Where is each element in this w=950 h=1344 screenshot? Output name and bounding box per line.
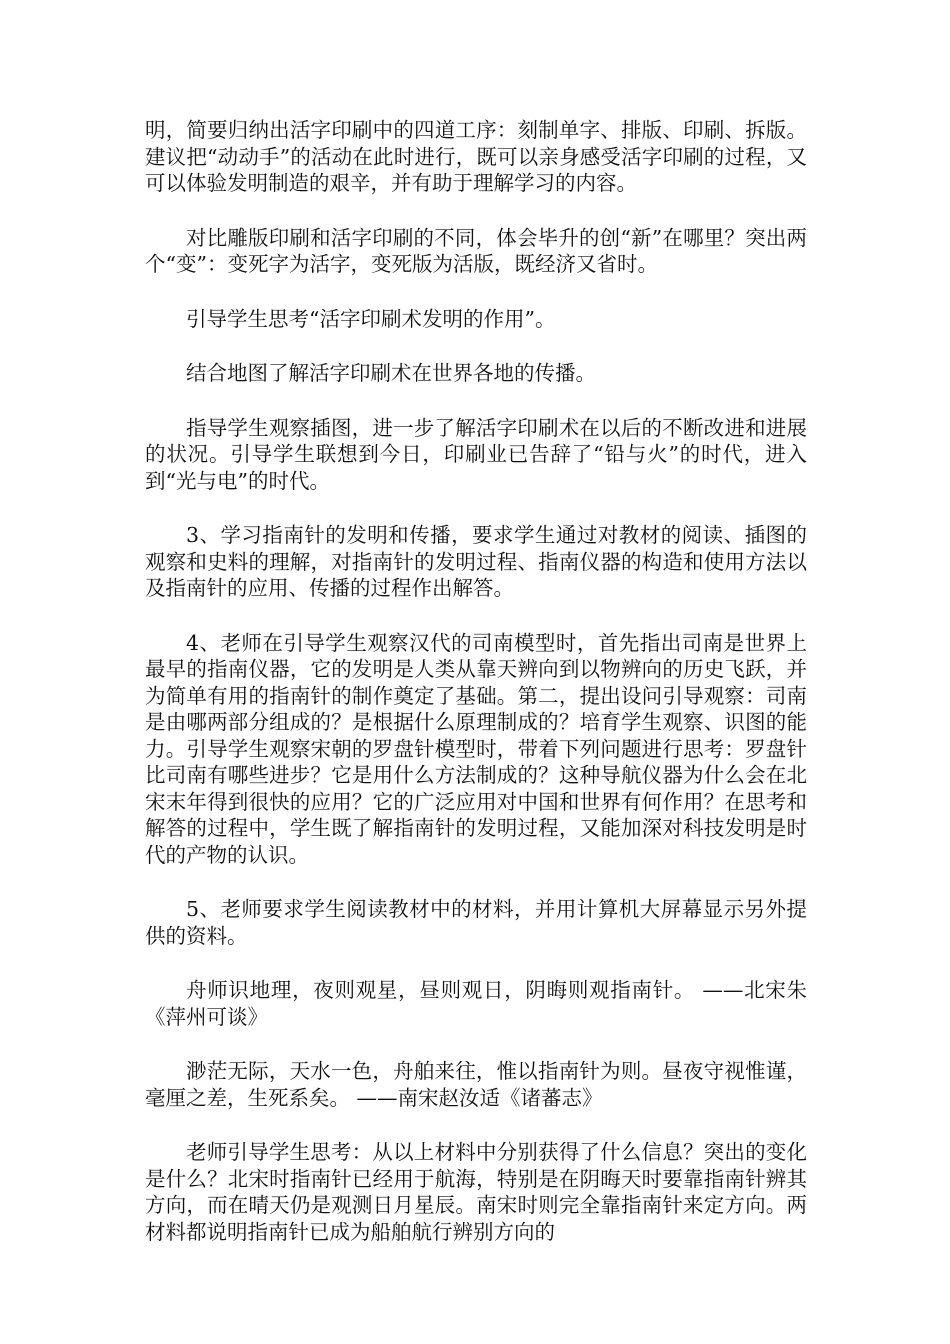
paragraph-11: 老师引导学生思考：从以上材料中分别获得了什么信息？突出的变化是什么？北宋时指南针已经用于航海，特别是在阴晦天时要靠指南针辨其方向，而在晴天仍是观测日月星辰。南宋时则完全靠指南针来定方向。两材料都说明指南针已成为船舶航行辨别方向的 <box>145 1140 807 1244</box>
quote-pingzhou-ketan: 舟师识地理，夜则观星，昼则观日，阴晦则观指南针。 ——北宋朱《萍州可谈》 <box>145 978 807 1029</box>
paragraph-3: 引导学生思考“活字印刷术发明的作用”。 <box>186 306 556 331</box>
paragraph-2: 对比雕版印刷和活字印刷的不同，体会毕升的创“新”在哪里？突出两个“变”：变死字为活字，变死版为活版，既经济又省时。 <box>145 225 807 276</box>
paragraph-7: 4、老师在引导学生观察汉代的司南模型时，首先指出司南是世界上最早的指南仪器，它的发明是人类从靠天辨向到以物辨向的历史飞跃，并为简单有用的指南针的制作奠定了基础。第二，提出设问引导观察：司南是由哪两部分组成的？是根据什么原理制成的？培育学生观察、识图的能力。引导学生观察宋朝的罗盘针模型时，带着下列问题进行思考：罗盘针比司南有哪些进步？它是用什么方法制成的？这种导航仪器为什么会在北宋末年得到很快的应用？它的广泛应用对中国和世界有何作用？在思考和解答的过程中，学生既了解指南针的发明过程，又能加深对科技发明是时代的产物的认识。 <box>145 630 807 867</box>
quote-zhufan-zhi: 渺茫无际，天水一色，舟舶来往，惟以指南针为则。昼夜守视惟谨，毫厘之差，生死系矣。 ——南宋赵汝适《诸蕃志》 <box>145 1059 807 1110</box>
paragraph-8: 5、老师要求学生阅读教材中的材料，并用计算机大屏幕显示另外提供的资料。 <box>145 897 807 948</box>
paragraph-5: 指导学生观察插图，进一步了解活字印刷术在以后的不断改进和进展的状况。引导学生联想到今日，印刷业已告辞了“铅与火”的时代，进入到“光与电”的时代。 <box>145 415 807 493</box>
paragraph-4: 结合地图了解活字印刷术在世界各地的传播。 <box>186 361 596 385</box>
paragraph-1: 明，简要归纳出活字印刷中的四道工序：刻制单字、排版、印刷、拆版。建议把“动动手”的活动在此时进行，既可以亲身感受活字印刷的过程，又可以体验发明制造的艰辛，并有助于理解学习的内容。 <box>145 118 807 195</box>
paragraph-6: 3、学习指南针的发明和传播，要求学生通过对教材的阅读、插图的观察和史料的理解，对指南针的发明过程、指南仪器的构造和使用方法以及指南针的应用、传播的过程作出解答。 <box>145 523 807 600</box>
document-body <box>145 117 807 1273</box>
